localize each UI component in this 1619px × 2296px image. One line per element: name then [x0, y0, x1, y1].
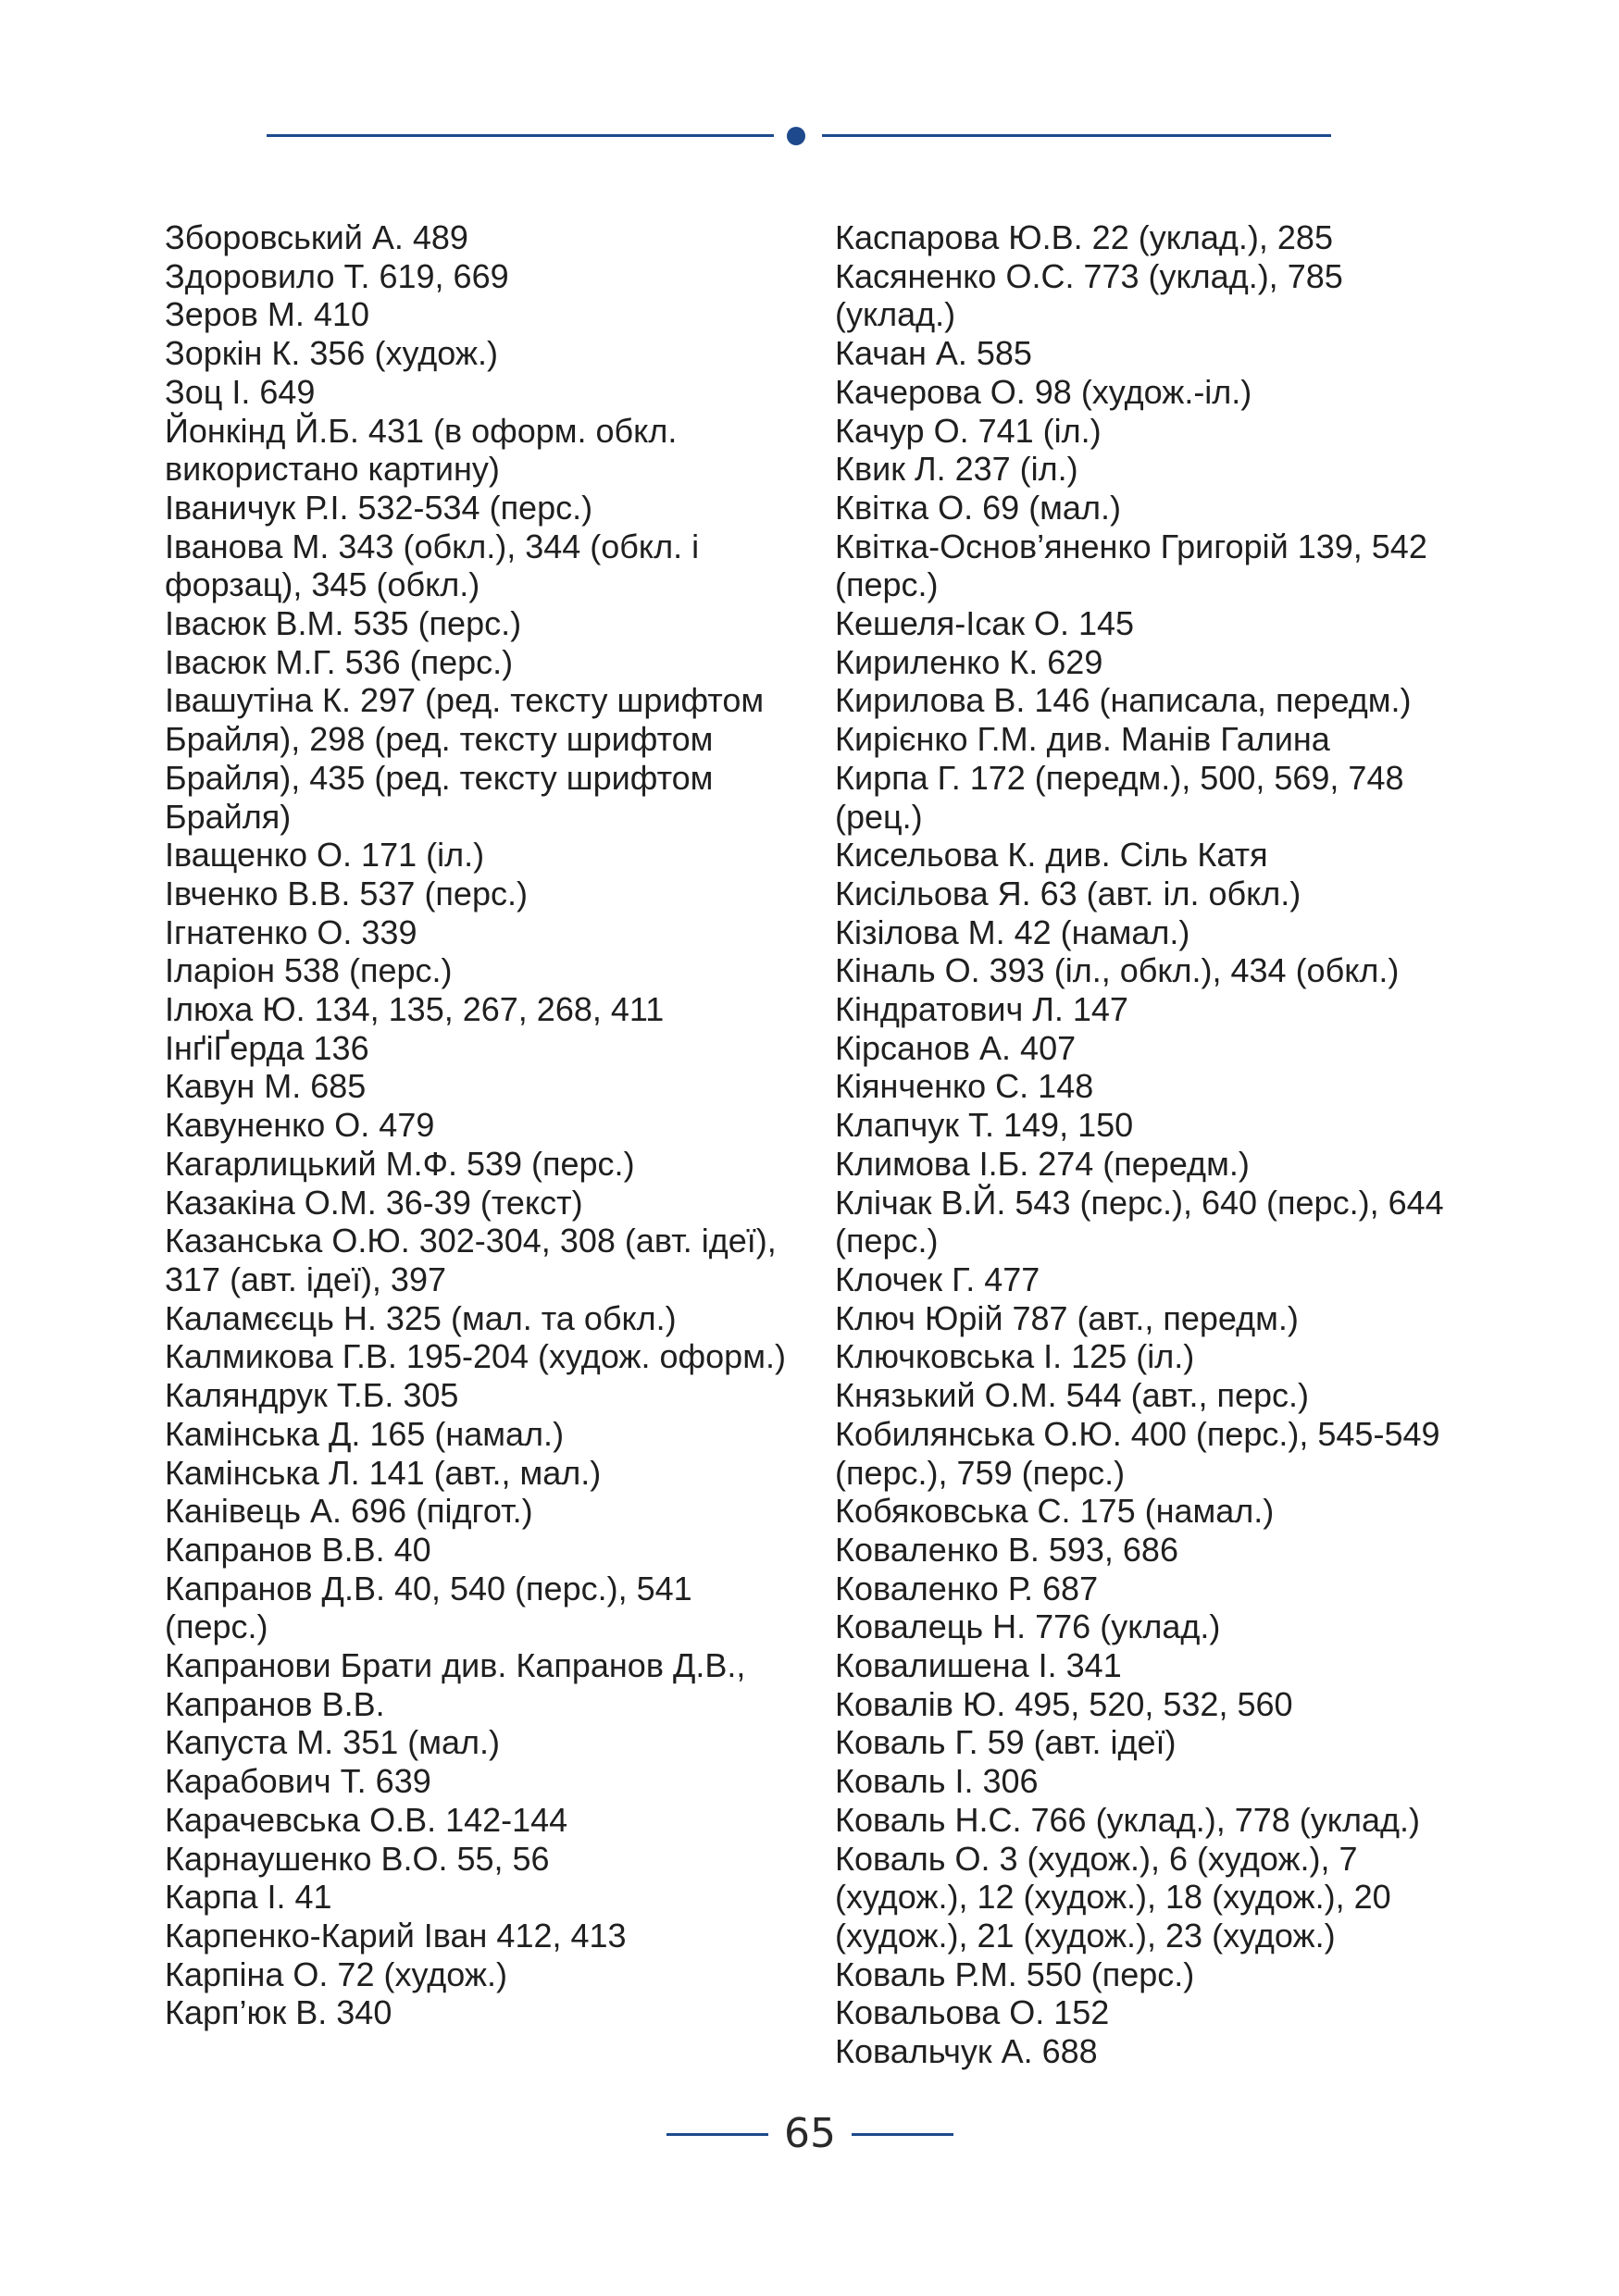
index-entry: Ковалів Ю. 495, 520, 532, 560 [835, 1684, 1293, 1723]
index-entry: Кириленко К. 629 [835, 642, 1103, 681]
index-entry: Кіянченко С. 148 [835, 1067, 1094, 1106]
index-entry: Касяненко О.С. 773 (уклад.), 785 (уклад.) [835, 256, 1343, 334]
index-entry: Здоровило Т. 619, 669 [165, 256, 509, 295]
ornament-dot [787, 127, 805, 145]
index-entry: ІнґіҐерда 136 [165, 1028, 369, 1067]
index-entry: Івасюк В.М. 535 (перс.) [165, 604, 522, 643]
index-entry: Кисельова К. див. Сіль Катя [835, 836, 1268, 875]
index-entry: Коваль Р.М. 550 (перс.) [835, 1955, 1195, 1993]
index-entry: Квик Л. 237 (іл.) [835, 450, 1078, 489]
index-entry: Кирпа Г. 172 (передм.), 500, 569, 748 (рец.) [835, 758, 1404, 836]
index-entry: Зоц І. 649 [165, 372, 316, 411]
index-entry: Кавун М. 685 [165, 1067, 367, 1106]
index-entry: Зеров М. 410 [165, 295, 369, 334]
index-entry: Каламєєць Н. 325 (мал. та обкл.) [165, 1298, 677, 1337]
index-entry: Кобяковська С. 175 (намал.) [835, 1492, 1275, 1531]
index-entry: Івасюк М.Г. 536 (перс.) [165, 642, 514, 681]
index-entry: Ілюха Ю. 134, 135, 267, 268, 411 [165, 990, 665, 1029]
index-entry: Клочек Г. 477 [835, 1260, 1040, 1298]
index-entry: Квітка О. 69 (мал.) [835, 488, 1121, 527]
index-entry: Кагарлицький М.Ф. 539 (перс.) [165, 1144, 635, 1183]
index-entry: Коваль Г. 59 (авт. ідеї) [835, 1723, 1177, 1762]
index-entry: Кавуненко О. 479 [165, 1106, 435, 1145]
index-entry: Зборовський А. 489 [165, 218, 468, 256]
index-entry: Ковалець Н. 776 (уклад.) [835, 1607, 1221, 1646]
index-entry: Качур О. 741 (іл.) [835, 411, 1102, 450]
index-entry: Казакіна О.М. 36-39 (текст) [165, 1183, 583, 1222]
index-entry: Капранови Брати див. Капранов Д.В., Капранов В.В. [165, 1646, 746, 1723]
index-entry: Ковальова О. 152 [835, 1993, 1110, 2032]
index-entry: Ключ Юрій 787 (авт., передм.) [835, 1298, 1299, 1337]
index-entry: Князький О.М. 544 (авт., перс.) [835, 1376, 1310, 1415]
index-entry: Карпіна О. 72 (худож.) [165, 1955, 507, 1993]
footer-line-left [666, 2133, 768, 2136]
index-entry: Клічак В.Й. 543 (перс.), 640 (перс.), 644 (перс.) [835, 1183, 1444, 1260]
index-entry: Йонкінд Й.Б. 431 (в оформ. обкл. використано картину) [165, 411, 678, 489]
index-entry: Кіналь О. 393 (іл., обкл.), 434 (обкл.) [835, 951, 1400, 990]
index-entry: Кирилова В. 146 (написала, передм.) [835, 681, 1412, 720]
index-entry: Капранов В.В. 40 [165, 1530, 431, 1569]
index-entry: Капранов Д.В. 40, 540 (перс.), 541 (перс.) [165, 1569, 692, 1646]
index-entry: Ковалишена І. 341 [835, 1646, 1122, 1685]
index-entry: Кіндратович Л. 147 [835, 990, 1128, 1029]
index-entry: Камінська Л. 141 (авт., мал.) [165, 1453, 602, 1492]
index-entry: Кізілова М. 42 (намал.) [835, 912, 1190, 951]
index-entry: Калмикова Г.В. 195-204 (худож. оформ.) [165, 1337, 786, 1376]
index-entry: Карпенко-Карий Іван 412, 413 [165, 1916, 627, 1955]
index-entry: Карабович Т. 639 [165, 1762, 431, 1801]
index-entry: Ігнатенко О. 339 [165, 912, 417, 951]
index-entry: Квітка-Основ’яненко Григорій 139, 542 (перс.) [835, 527, 1427, 604]
index-entry: Іванова М. 343 (обкл.), 344 (обкл. і форзац), 345 (обкл.) [165, 527, 700, 604]
index-entry: Каляндрук Т.Б. 305 [165, 1376, 459, 1415]
index-entry: Коваль О. 3 (худож.), 6 (худож.), 7 (худож.), 12 (худож.), 18 (худож.), 20 (худож.), 21 (худож.), 23 (худож.) [835, 1839, 1391, 1955]
index-entry: Івченко В.В. 537 (перс.) [165, 874, 528, 912]
index-entry: Клапчук Т. 149, 150 [835, 1106, 1134, 1145]
index-entry: Канівець А. 696 (підгот.) [165, 1492, 533, 1531]
page-number: 65 [784, 2110, 836, 2157]
top-ornament [267, 126, 1331, 144]
index-column-right [835, 218, 1464, 2071]
index-entry: Іващенко О. 171 (іл.) [165, 836, 485, 875]
ornament-line-right [822, 134, 1331, 137]
index-entry: Карнаушенко В.О. 55, 56 [165, 1839, 550, 1878]
index-entry: Каспарова Ю.В. 22 (уклад.), 285 [835, 218, 1333, 256]
index-entry: Ковальчук А. 688 [835, 2032, 1098, 2071]
index-entry: Зоркін К. 356 (худож.) [165, 334, 498, 373]
index-entry: Качан А. 585 [835, 334, 1032, 373]
index-entry: Іваничук Р.І. 532-534 (перс.) [165, 488, 593, 527]
index-entry: Карпа І. 41 [165, 1878, 332, 1917]
index-column-left [165, 218, 803, 2032]
index-entry: Кешеля-Ісак О. 145 [835, 604, 1135, 643]
index-entry: Кобилянська О.Ю. 400 (перс.), 545-549 (перс.), 759 (перс.) [835, 1414, 1440, 1492]
index-entry: Карачевська О.В. 142-144 [165, 1800, 568, 1839]
index-entry: Іларіон 538 (перс.) [165, 951, 453, 990]
index-entry: Коваль І. 306 [835, 1762, 1039, 1801]
index-entry: Климова І.Б. 274 (передм.) [835, 1144, 1250, 1183]
ornament-line-left [267, 134, 774, 137]
index-entry: Коваленко Р. 687 [835, 1569, 1099, 1607]
index-entry: Ключковська І. 125 (іл.) [835, 1337, 1195, 1376]
index-entry: Кисільова Я. 63 (авт. іл. обкл.) [835, 874, 1301, 912]
index-entry: Камінська Д. 165 (намал.) [165, 1414, 565, 1453]
index-entry: Кірсанов А. 407 [835, 1028, 1077, 1067]
index-entry: Коваленко В. 593, 686 [835, 1530, 1178, 1569]
page-footer [666, 2106, 953, 2162]
index-entry: Казанська О.Ю. 302-304, 308 (авт. ідеї), 317 (авт. ідеї), 397 [165, 1222, 777, 1298]
index-entry: Капуста М. 351 (мал.) [165, 1723, 501, 1762]
index-entry: Качерова О. 98 (худож.-іл.) [835, 372, 1252, 411]
index-entry: Коваль Н.С. 766 (уклад.), 778 (уклад.) [835, 1800, 1420, 1839]
index-entry: Кирієнко Г.М. див. Манів Галина [835, 720, 1330, 759]
index-entry: Карп’юк В. 340 [165, 1993, 392, 2032]
index-entry: Івашутіна К. 297 (ред. тексту шрифтом Брайля), 298 (ред. тексту шрифтом Брайля), 435 (ред. тексту шрифтом Брайля) [165, 681, 765, 836]
footer-line-right [852, 2133, 953, 2136]
